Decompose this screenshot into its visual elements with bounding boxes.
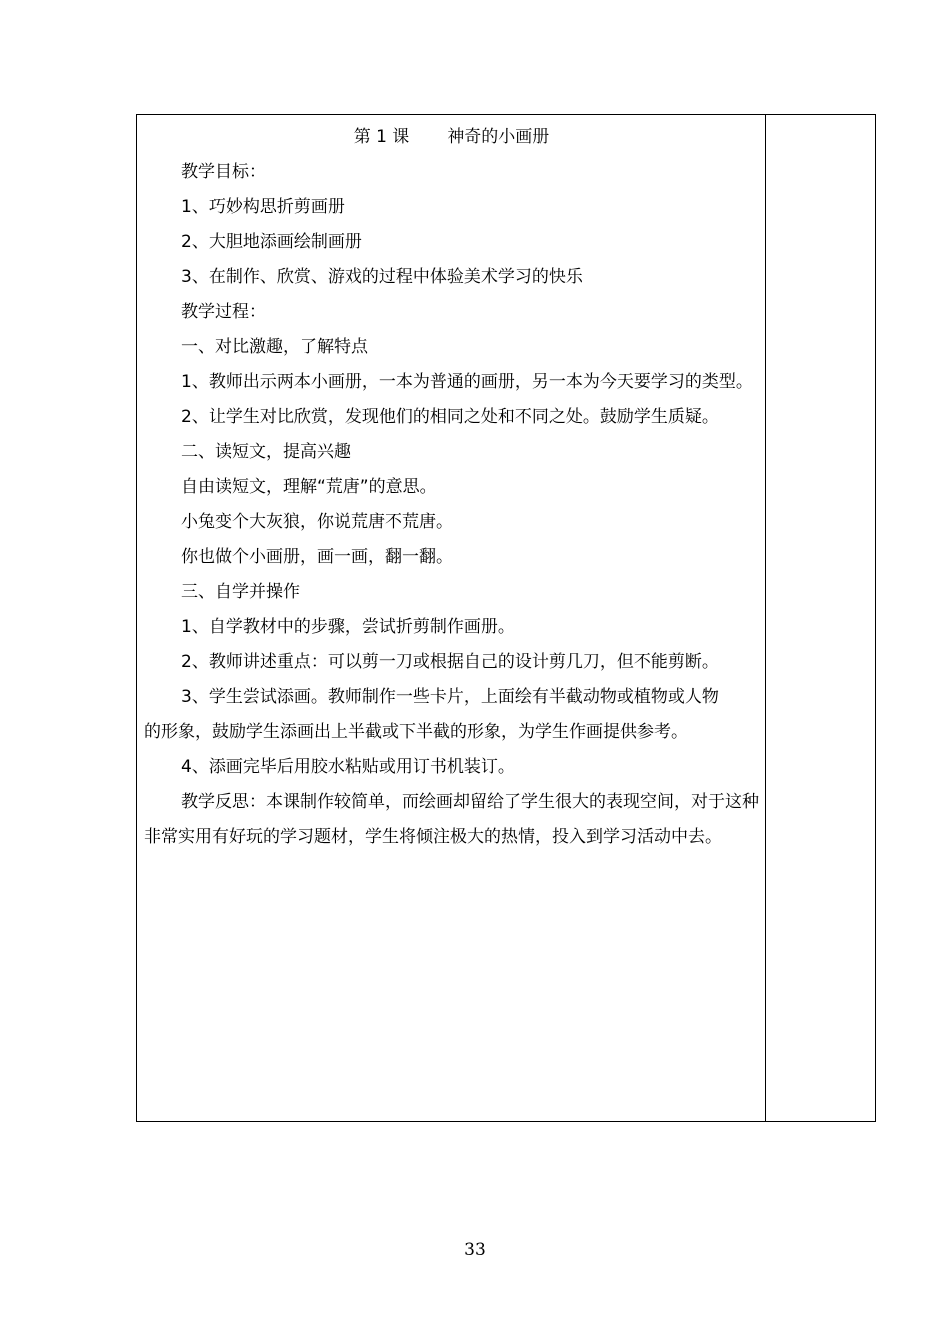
paragraph: 二、读短文，提高兴趣 [181,442,351,462]
lesson-body [144,155,759,855]
paragraph: 教学反思：本课制作较简单，而绘画却留给了学生很大的表现空间，对于这种非常实用有好玩的学习题材，学生将倾注极大的热情，投入到学习活动中去。 [144,792,759,847]
paragraph: 的形象，鼓励学生添画出上半截或下半截的形象，为学生作画提供参考。 [144,722,688,742]
paragraph: 3、学生尝试添画。教师制作一些卡片，上面绘有半截动物或植物或人物 [181,687,719,707]
paragraph: 4、添画完毕后用胶水粘贴或用订书机装订。 [181,757,515,777]
paragraph: 自由读短文，理解“荒唐”的意思。 [181,477,437,497]
lesson-heading [144,120,759,155]
paragraph: 2、让学生对比欣赏，发现他们的相同之处和不同之处。鼓励学生质疑。 [181,407,719,427]
paragraph: 小兔变个大灰狼，你说荒唐不荒唐。 [181,512,453,532]
page-number: 33 [464,1240,486,1260]
paragraph: 3、在制作、欣赏、游戏的过程中体验美术学习的快乐 [181,267,583,287]
paragraph: 一、对比激趣，了解特点 [181,337,368,357]
paragraph: 1、自学教材中的步骤，尝试折剪制作画册。 [181,617,515,637]
paragraph: 教学目标： [181,162,266,182]
paragraph: 2、教师讲述重点：可以剪一刀或根据自己的设计剪几刀，但不能剪断。 [181,652,719,672]
paragraph: 1、巧妙构思折剪画册 [181,197,345,217]
paragraph: 2、大胆地添画绘制画册 [181,232,362,252]
paragraph: 教学过程： [181,302,266,322]
lesson-content [144,120,759,855]
paragraph: 三、自学并操作 [181,582,300,602]
table-column-divider [765,114,766,1122]
paragraph: 1、教师出示两本小画册，一本为普通的画册，另一本为今天要学习的类型。 [181,372,753,392]
paragraph: 你也做个小画册，画一画，翻一翻。 [181,547,453,567]
lesson-number: 第 1 课 [353,127,410,147]
lesson-title: 神奇的小画册 [447,127,550,147]
